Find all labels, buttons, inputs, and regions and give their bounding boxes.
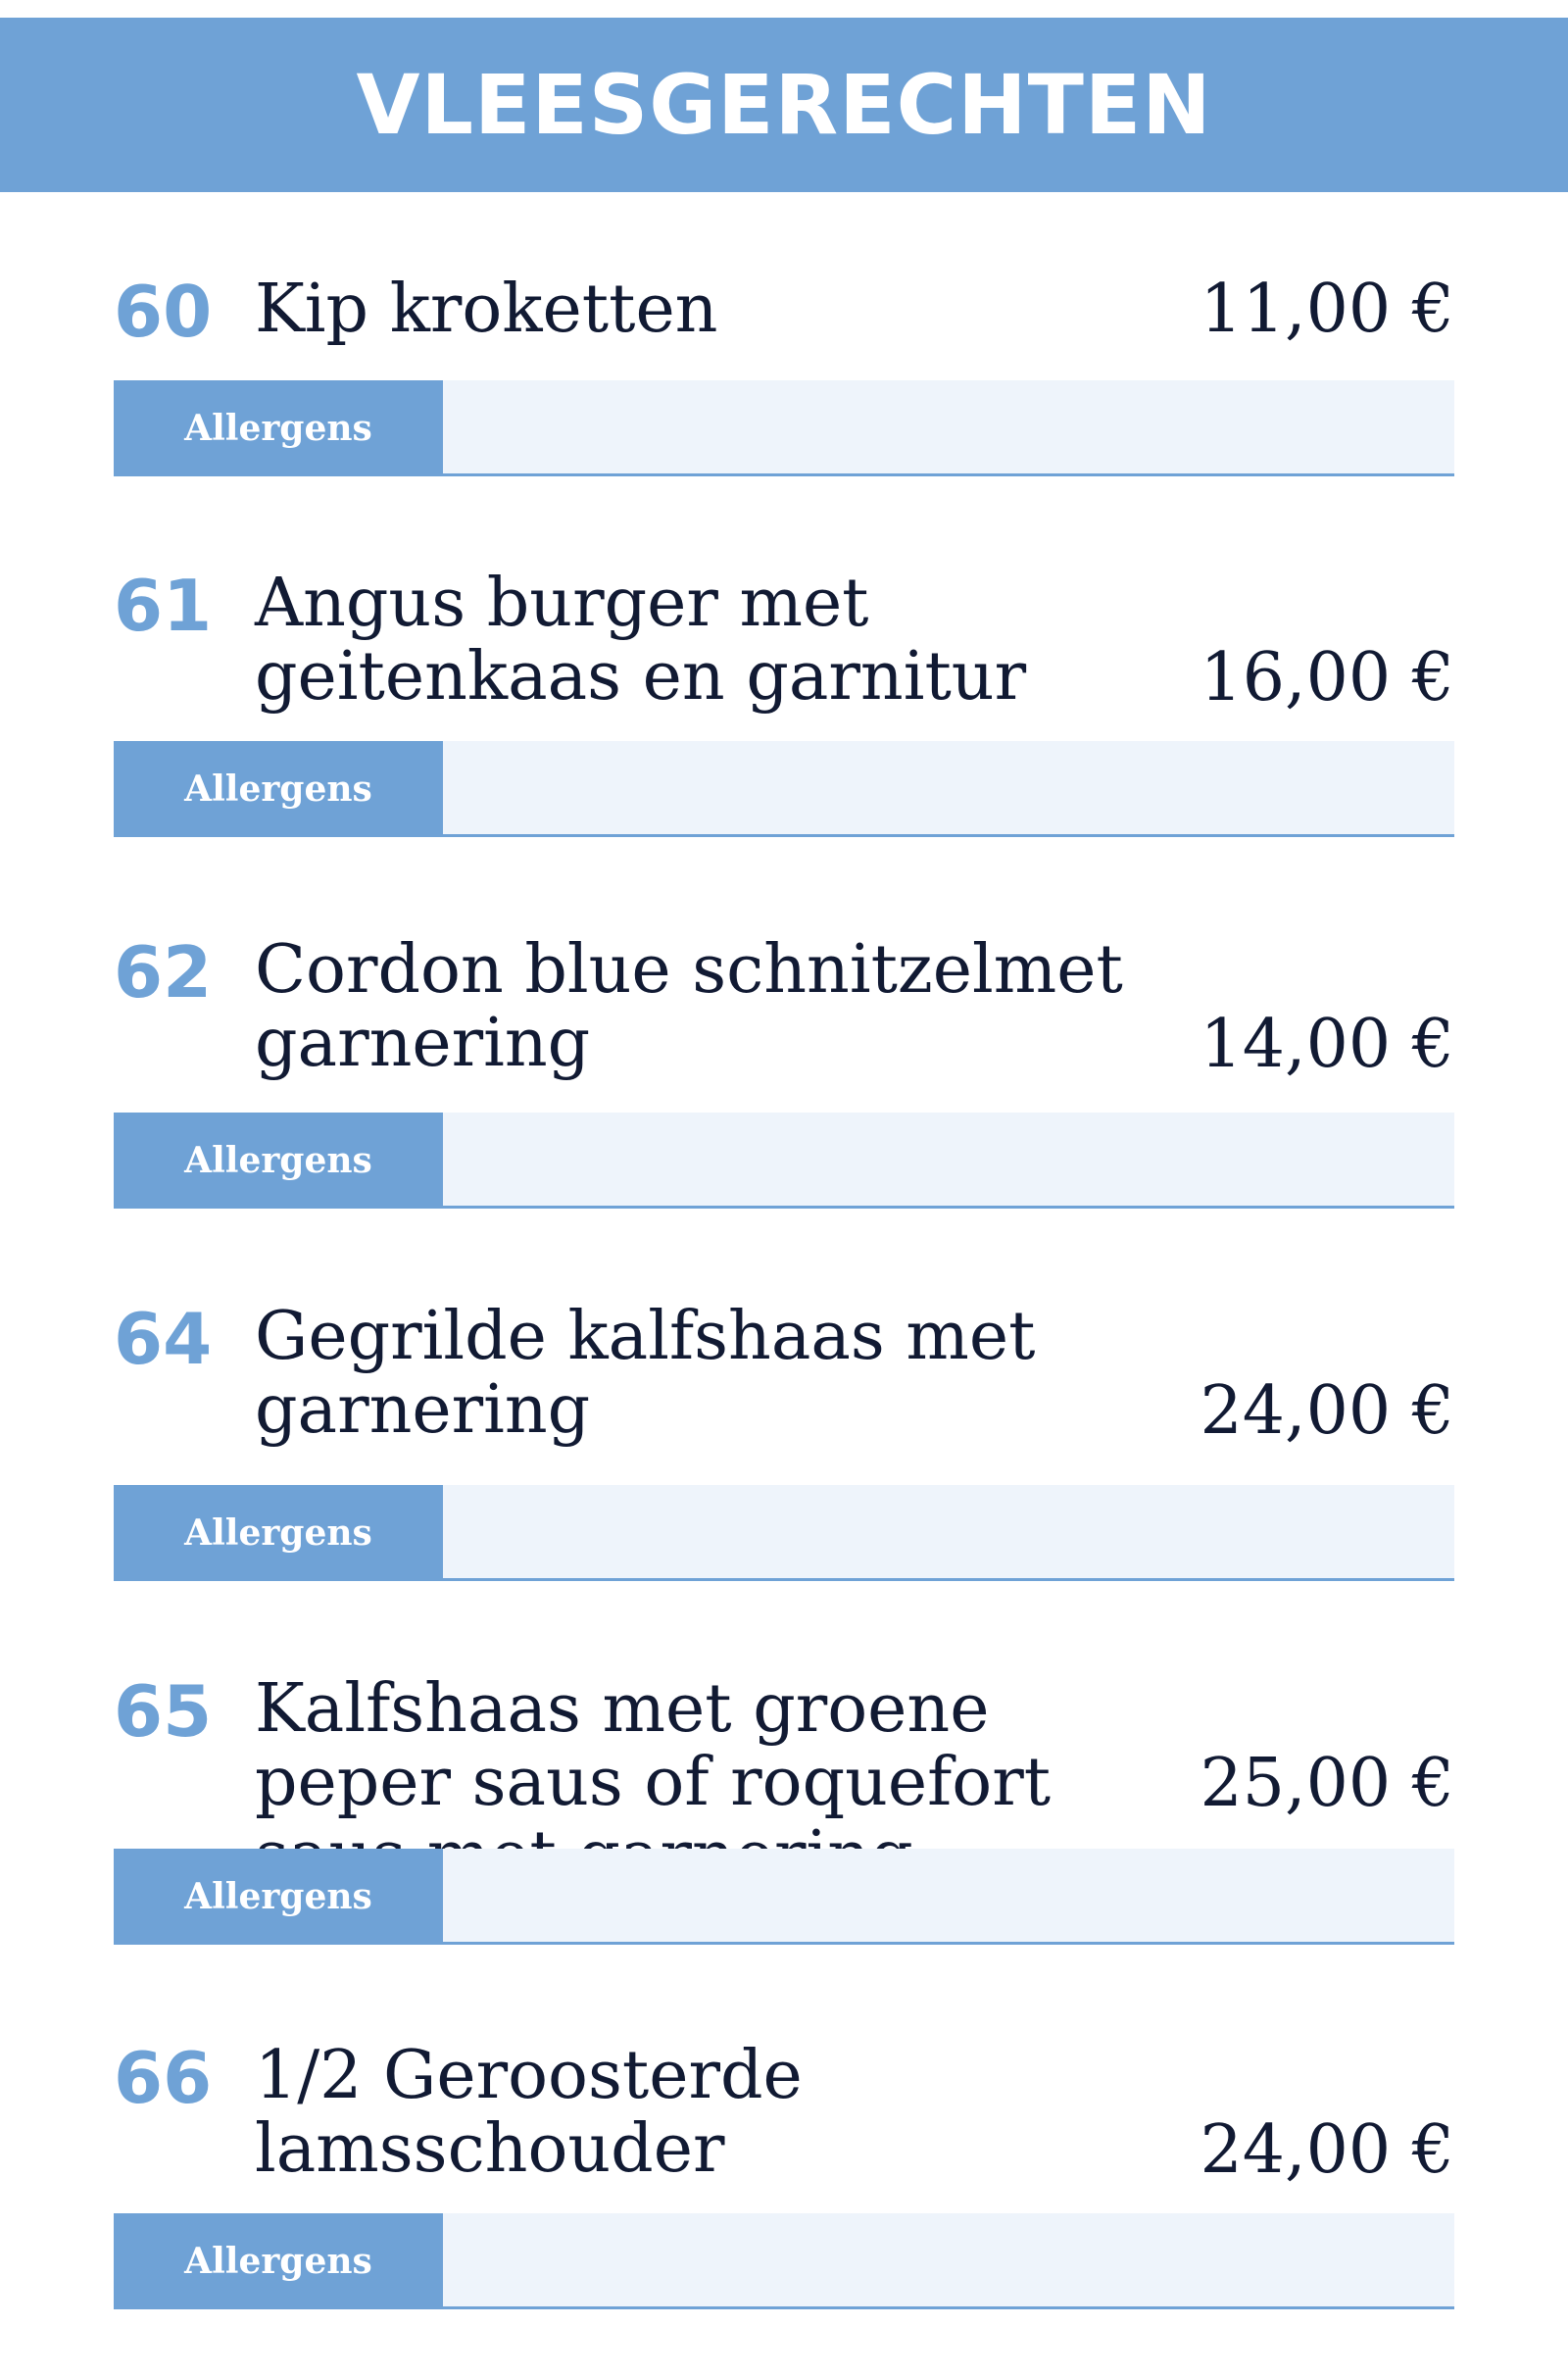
allergens-button[interactable] [114, 1113, 443, 1209]
item-name: Kip kroketten [255, 271, 718, 348]
allergens-label: Allergens [184, 1876, 372, 1917]
allergens-label: Allergens [184, 2241, 372, 2282]
allergen-bar [114, 1485, 1454, 1581]
allergens-label: Allergens [184, 408, 372, 449]
allergen-bar [114, 741, 1454, 837]
allergen-bar [114, 380, 1454, 476]
item-number: 66 [114, 2037, 213, 2119]
item-number: 61 [114, 565, 213, 647]
item-number: 62 [114, 931, 213, 1014]
item-price: 11,00 € [1200, 271, 1454, 348]
allergens-button[interactable] [114, 2213, 443, 2309]
allergens-button[interactable] [114, 380, 443, 476]
allergens-button[interactable] [114, 1485, 443, 1581]
allergen-bar [114, 2213, 1454, 2309]
allergens-label: Allergens [184, 1512, 372, 1554]
item-price: 24,00 € [1200, 2111, 1454, 2189]
allergens-button[interactable] [114, 1849, 443, 1945]
item-number: 60 [114, 271, 213, 353]
item-name: Gegrilde kalfshaas met garnering [255, 1298, 1036, 1449]
allergens-button[interactable] [114, 741, 443, 837]
item-name: Cordon blue schnitzelmet garnering [255, 931, 1123, 1082]
item-number: 65 [114, 1670, 213, 1753]
allergen-bar [114, 1113, 1454, 1209]
item-name: 1/2 Geroosterde lamsschouder [255, 2037, 803, 2188]
item-number: 64 [114, 1298, 213, 1380]
section-title: VLEESGERECHTEN [356, 57, 1212, 153]
item-name: Angus burger met geitenkaas en garnitur [255, 565, 1027, 716]
item-price: 24,00 € [1200, 1372, 1454, 1450]
item-name: Kalfshaas met groene peper saus of roquefort [255, 1670, 1052, 1821]
item-price: 25,00 € [1200, 1745, 1454, 1822]
allergens-label: Allergens [184, 768, 372, 810]
allergens-label: Allergens [184, 1140, 372, 1181]
item-price: 16,00 € [1200, 639, 1454, 717]
item-price: 14,00 € [1200, 1006, 1454, 1083]
allergen-bar [114, 1849, 1454, 1945]
